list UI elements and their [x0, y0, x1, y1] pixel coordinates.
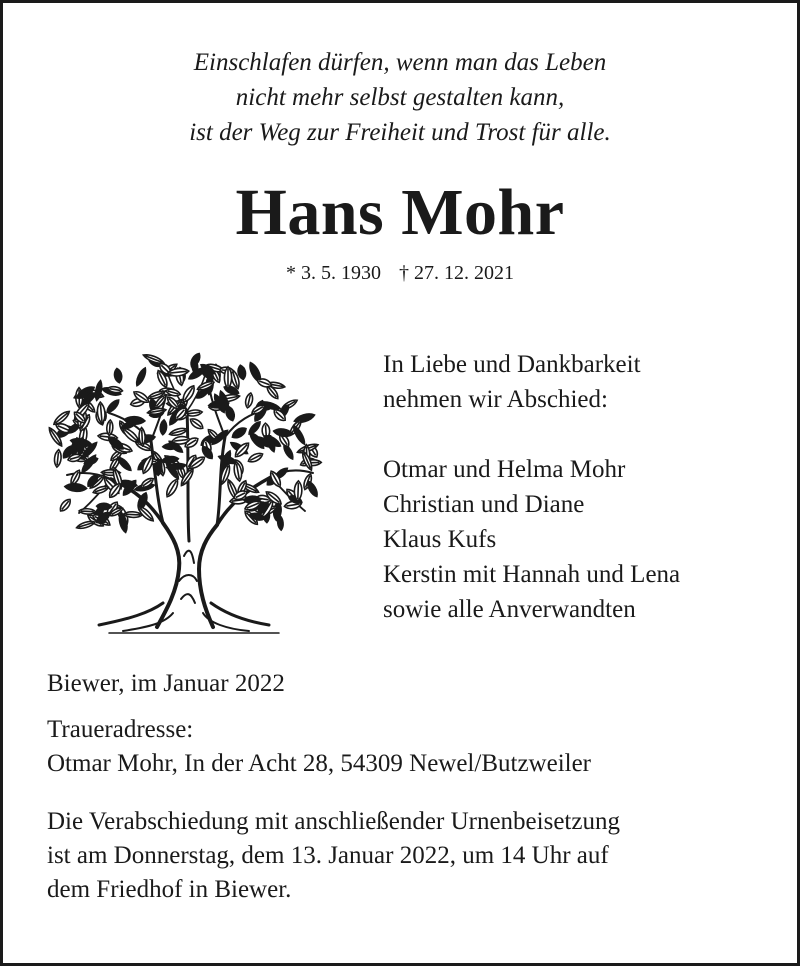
tree-leaf [277, 515, 284, 530]
poem-line-3: ist der Weg zur Freiheit und Trost für alle. [189, 119, 611, 146]
poem-line-2: nicht mehr selbst gestalten kann, [235, 84, 565, 111]
tree-leaf [113, 368, 122, 383]
tree-leaf [58, 497, 73, 513]
tree-leaf [54, 449, 62, 467]
death-date: † 27. 12. 2021 [399, 262, 514, 284]
place-date: Biewer, im Januar 2022 [47, 670, 285, 697]
tree-leaf [169, 427, 188, 437]
ceremony-line-3: dem Friedhof in Biewer. [47, 876, 292, 903]
tree-leaf [244, 392, 254, 408]
address-label: Traueradresse: [47, 716, 194, 743]
mourner-4: Kerstin mit Hannah und Lena [383, 561, 681, 588]
tree-leaf [224, 367, 231, 389]
address-line: Otmar Mohr, In der Acht 28, 54309 Newel/Butzweiler [47, 750, 592, 777]
tree-leaf [294, 481, 302, 501]
family-block [383, 347, 680, 627]
notice-details [47, 667, 620, 907]
tree-leaf [181, 384, 197, 404]
farewell-line-2: nehmen wir Abschied: [383, 386, 608, 413]
farewell-line-1: In Liebe und Dankbarkeit [383, 351, 641, 378]
mourner-1: Otmar und Helma Mohr [383, 456, 626, 483]
tree-leaf [164, 477, 180, 498]
tree-icon [39, 341, 329, 637]
birth-date: * 3. 5. 1930 [286, 262, 381, 284]
ceremony-line-2: ist am Donnerstag, dem 13. Januar 2022, um 14 Uhr auf [47, 842, 609, 869]
tree-leaf [188, 416, 204, 431]
tree-leaf [273, 428, 293, 438]
mourner-3: Klaus Kufs [383, 526, 497, 553]
tree-canopy [47, 352, 321, 533]
life-dates [3, 259, 797, 287]
mourner-2: Christian und Diane [383, 491, 585, 518]
tree-leaf [305, 480, 319, 498]
tree-leaf [79, 508, 96, 514]
deceased-name: Hans Mohr [235, 176, 565, 249]
tree-leaf [76, 520, 96, 531]
tree-leaf [105, 398, 121, 414]
tree-leaf [65, 483, 87, 492]
memorial-poem [3, 45, 797, 150]
tree-leaf [106, 420, 113, 436]
tree-leaf [189, 352, 202, 368]
poem-line-1: Einschlafen dürfen, wenn man das Leben [193, 49, 607, 76]
tree-leaf [247, 451, 264, 464]
mourner-5: sowie alle Anverwandten [383, 596, 636, 623]
tree-leaf [160, 420, 168, 435]
tree-leaf [134, 367, 147, 387]
ceremony-line-1: Die Verabschiedung mit anschließender Urnenbeisetzung [47, 808, 620, 835]
